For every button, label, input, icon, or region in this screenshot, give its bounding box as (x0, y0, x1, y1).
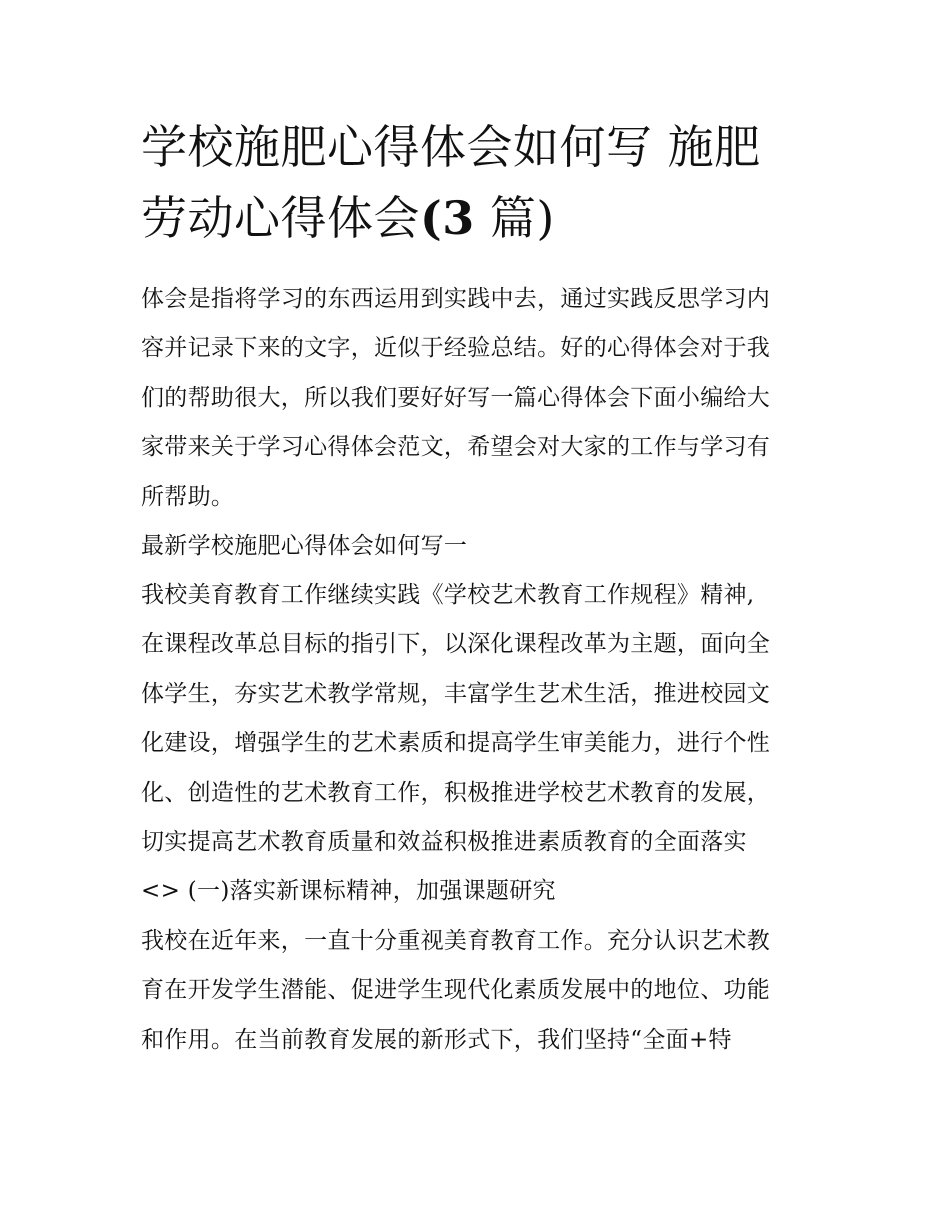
intro-line: 容并记录下来的文字，近似于经验总结。好的心得体会对于我 (141, 335, 771, 362)
section-heading-text: 最新学校施肥心得体会如何写一 (141, 532, 468, 559)
title-line-2-text: 劳动心得体会 (141, 191, 420, 245)
intro-line: 所帮助。 (141, 483, 235, 510)
section-heading (141, 522, 816, 571)
subsection-heading-text: <> (一)落实新课标精神，加强课题研究 (141, 878, 556, 905)
title-line-2-suffix: 篇) (474, 191, 555, 245)
subsection-heading (141, 867, 816, 916)
section-line: 切实提高艺术教育质量和效益积极推进素质教育的全面落实 (141, 828, 747, 855)
intro-line: 们的帮助很大，所以我们要好好写一篇心得体会下面小编给大 (141, 384, 771, 411)
document-title (141, 112, 816, 253)
intro-line: 家带来关于学习心得体会范文，希望会对大家的工作与学习有 (141, 434, 771, 461)
intro-line: 体会是指将学习的东西运用到实践中去，通过实践反思学习内 (141, 286, 771, 312)
title-line-2 (141, 183, 816, 253)
section-line: 我校美育教育工作继续实践《学校艺术教育工作规程》精神, (141, 581, 755, 608)
subsection-line: 我校在近年来，一直十分重视美育教育工作。充分认识艺术教 (141, 927, 771, 954)
section-line: 化建设，增强学生的艺术素质和提高学生审美能力，进行个性 (141, 730, 771, 757)
section-paragraph (141, 571, 816, 867)
document-body (141, 112, 816, 1065)
section-line: 体学生，夯实艺术教学常规，丰富学生艺术生活，推进校园文 (141, 680, 771, 707)
section-line: 化、创造性的艺术教育工作，积极推进学校艺术教育的发展， (141, 779, 771, 806)
subsection-line: 育在开发学生潜能、促进学生现代化素质发展中的地位、功能 (141, 977, 771, 1004)
title-line-1: 学校施肥心得体会如何写 施肥 (141, 120, 761, 174)
subsection-paragraph (141, 917, 816, 1065)
title-line-2-count: (3 (420, 191, 475, 245)
section-line: 在课程改革总目标的指引下，以深化课程改革为主题，面向全 (141, 631, 771, 658)
intro-paragraph (141, 275, 816, 522)
subsection-line: 和作用。在当前教育发展的新形式下，我们坚持“全面+特 (141, 1026, 732, 1053)
